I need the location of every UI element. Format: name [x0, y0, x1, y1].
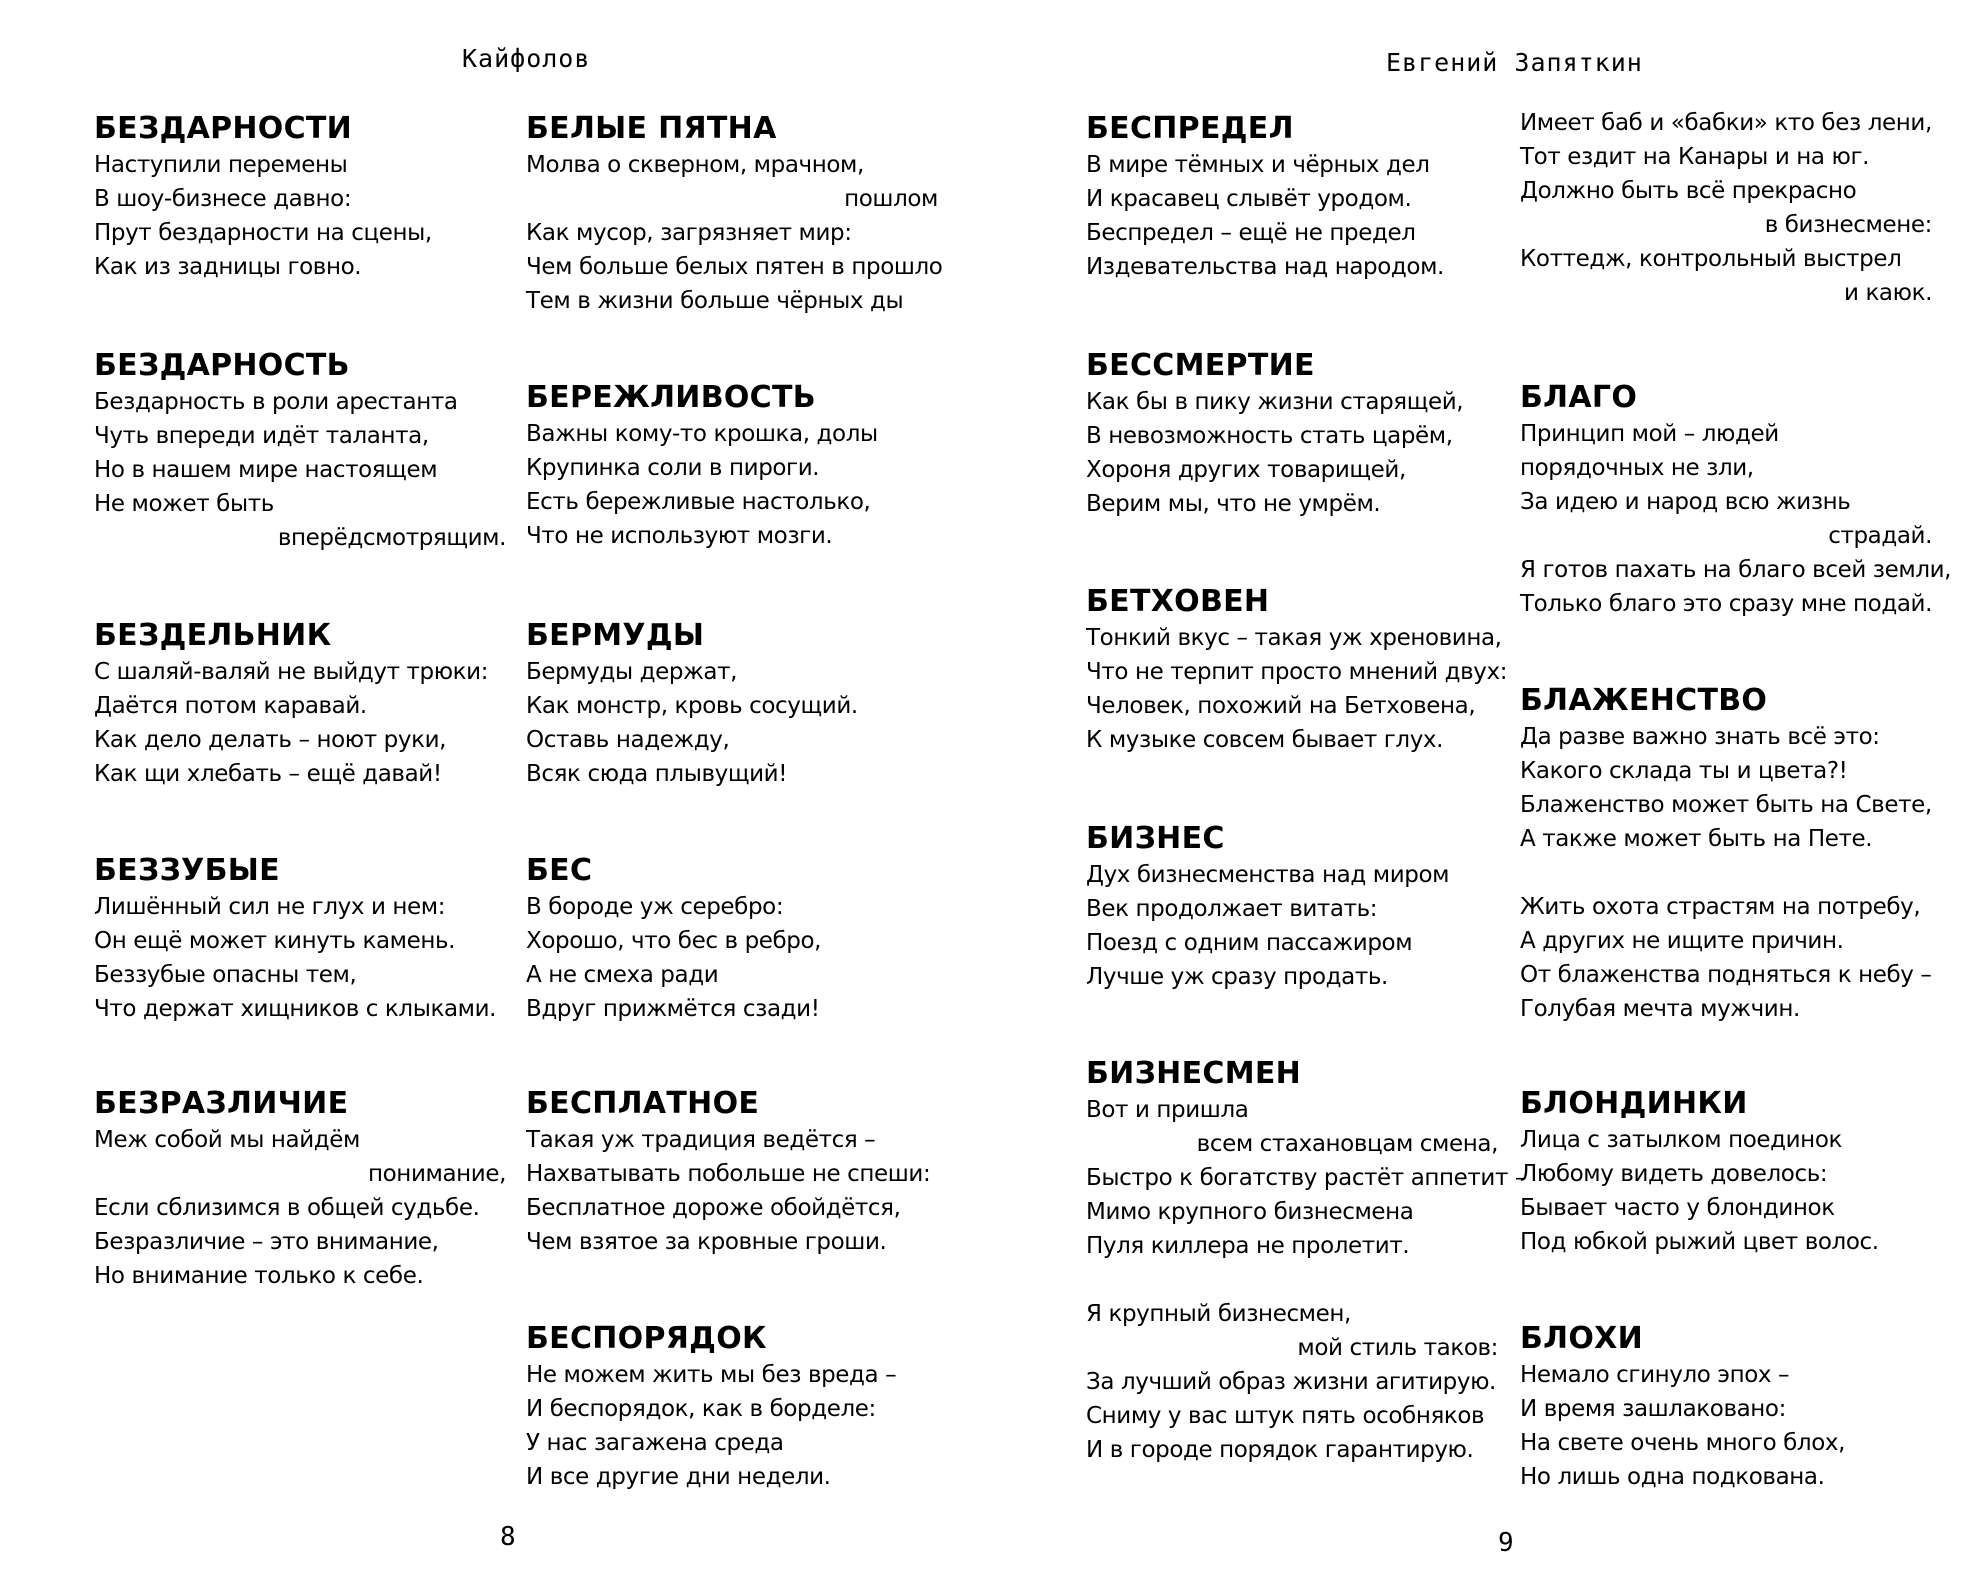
poem-line: Тот ездит на Канары и на юг.: [1520, 144, 1870, 170]
poem-line: Такая уж традиция ведётся –: [526, 1127, 876, 1153]
poem-line: Лучше уж сразу продать.: [1086, 964, 1388, 990]
poem-line: Как монстр, кровь сосущий.: [526, 693, 858, 719]
poem-line: Есть бережливые настолько,: [526, 489, 871, 515]
poem-line: Важны кому-то крошка, долы: [526, 421, 878, 447]
poem-line: всем стахановцам смена,: [1196, 1131, 1498, 1157]
poem-text: [1086, 621, 1508, 757]
poem-text: [1520, 720, 1932, 1026]
entry-title: БЕСПЛАТНОЕ: [526, 1086, 760, 1121]
poem-text: [526, 1123, 938, 1259]
poem-line: Голубая мечта мужчин.: [1520, 996, 1800, 1022]
poem-line: За лучший образ жизни агитирую.: [1086, 1369, 1496, 1395]
poem-line: и каюк.: [1843, 280, 1932, 306]
poem-line: От блаженства подняться к небу –: [1520, 962, 1932, 988]
entry-title: БЕЗДАРНОСТЬ: [94, 348, 350, 383]
poem-line: Что не терпит просто мнений двух:: [1086, 659, 1508, 685]
entry-title: БЕСПРЕДЕЛ: [1086, 111, 1294, 146]
entry-title: БИЗНЕС: [1086, 821, 1225, 856]
poem-line: А других не ищите причин.: [1520, 928, 1844, 954]
poem-line: Как из задницы говно.: [94, 254, 362, 280]
poem-line: Лишённый сил не глух и нем:: [94, 894, 446, 920]
entry-title: БИЗНЕСМЕН: [1086, 1056, 1302, 1091]
poem-line: Беззубые опасны тем,: [94, 962, 357, 988]
poem-line: Что не используют мозги.: [526, 523, 833, 549]
poem-line: Как бы в пику жизни старящей,: [1086, 389, 1464, 415]
poem-text: [526, 1358, 938, 1494]
entry-blazhenstvo: [1520, 682, 1932, 1026]
poem-line: За идею и народ всю жизнь: [1520, 489, 1851, 515]
poem-line: И красавец слывёт уродом.: [1086, 186, 1412, 212]
poem-line: Не можем жить мы без вреда –: [526, 1362, 897, 1388]
entry-title: БЕЛЫЕ ПЯТНА: [526, 111, 777, 146]
poem-line: Но внимание только к себе.: [94, 1263, 424, 1289]
entry-title: БЕСПОРЯДОК: [526, 1321, 767, 1356]
entry-blohi: [1520, 1320, 1932, 1494]
poem-text: [1520, 1358, 1932, 1494]
entry-bessmertie: [1086, 347, 1498, 521]
stanza-break: [1086, 1263, 1498, 1297]
poem-line: Что держат хищников с клыками.: [94, 996, 497, 1022]
entry-title: БЕРЕЖЛИВОСТЬ: [526, 380, 816, 415]
entry-bes: [526, 852, 938, 1026]
poem-line: в бизнесмене:: [1764, 212, 1932, 238]
poem-line: Верим мы, что не умрём.: [1086, 491, 1381, 517]
entry-blago: [1520, 379, 1952, 621]
entry-title: БЕЗРАЗЛИЧИЕ: [94, 1086, 349, 1121]
poem-line: На свете очень много блох,: [1520, 1430, 1846, 1456]
poem-line: С шаляй-валяй не выйдут трюки:: [94, 659, 489, 685]
poem-line: Но лишь одна подкована.: [1520, 1464, 1825, 1490]
poem-line: В мире тёмных и чёрных дел: [1086, 152, 1430, 178]
entry-bezzubye: [94, 852, 506, 1026]
poem-line: Жить охота страстям на потребу,: [1520, 894, 1921, 920]
entry-bezdarnost: [94, 347, 506, 555]
poem-line: Крупинка соли в пироги.: [526, 455, 820, 481]
poem-line: У нас загажена среда: [526, 1430, 784, 1456]
poem-line: Нахватывать побольше не спеши:: [526, 1161, 931, 1187]
entry-bezrazlichie: [94, 1085, 506, 1293]
poem-line: Молва о скверном, мрачном,: [526, 152, 864, 178]
entry-title: БЕРМУДЫ: [526, 618, 705, 653]
poem-line: Беспредел – ещё не предел: [1086, 220, 1416, 246]
entry-biznesmen-cont: [1520, 106, 1932, 310]
poem-line: Как мусор, загрязняет мир:: [526, 220, 852, 246]
poem-line: Я готов пахать на благо всей земли,: [1520, 557, 1952, 583]
poem-text: [526, 148, 943, 318]
poem-line: Дух бизнесменства над миром: [1086, 862, 1450, 888]
poem-text: [1086, 148, 1498, 284]
entry-title: БЕС: [526, 853, 593, 888]
poem-line: В невозможность стать царём,: [1086, 423, 1453, 449]
poem-line: Чем больше белых пятен в прошло: [526, 254, 943, 280]
poem-line: Хорошо, что бес в ребро,: [526, 928, 822, 954]
poem-text: [1520, 106, 1932, 310]
poem-line: И в городе порядок гарантирую.: [1086, 1437, 1474, 1463]
poem-line: Бермуды держат,: [526, 659, 738, 685]
entry-title: БЛАГО: [1520, 380, 1638, 415]
poem-text: [1520, 417, 1952, 621]
poem-line: Пуля киллера не пролетит.: [1086, 1233, 1410, 1259]
poem-line: Оставь надежду,: [526, 727, 730, 753]
poem-line: А не смеха ради: [526, 962, 719, 988]
right-page-number: 9: [1498, 1528, 1514, 1558]
poem-line: И все другие дни недели.: [526, 1464, 831, 1490]
entry-title: БЕЗЗУБЫЕ: [94, 853, 280, 888]
poem-line: Наступили перемены: [94, 152, 348, 178]
entry-title: БЕССМЕРТИЕ: [1086, 348, 1315, 383]
poem-text: [94, 655, 506, 791]
poem-line: Меж собой мы найдём: [94, 1127, 360, 1153]
entry-biznes: [1086, 820, 1498, 994]
poem-line: Он ещё может кинуть камень.: [94, 928, 456, 954]
entry-blondinki: [1520, 1085, 1932, 1259]
poem-line: Хороня других товарищей,: [1086, 457, 1406, 483]
entry-besplatnoe: [526, 1085, 938, 1259]
poem-line: И беспорядок, как в борделе:: [526, 1396, 876, 1422]
poem-line: Чуть впереди идёт таланта,: [94, 423, 429, 449]
poem-line: Как щи хлебать – ещё давай!: [94, 761, 442, 787]
poem-line: Чем взятое за кровные гроши.: [526, 1229, 887, 1255]
poem-line: Вот и пришла: [1086, 1097, 1249, 1123]
poem-line: Вдруг прижмётся сзади!: [526, 996, 820, 1022]
poem-line: мой стиль таков:: [1297, 1335, 1498, 1361]
poem-line: Только благо это сразу мне подай.: [1520, 591, 1933, 617]
poem-line: страдай.: [1828, 523, 1932, 549]
poem-line: Поезд с одним пассажиром: [1086, 930, 1413, 956]
poem-text: [1086, 385, 1498, 521]
poem-text: [1086, 1093, 1526, 1467]
poem-line: Тем в жизни больше чёрных ды: [526, 288, 904, 314]
poem-line: В шоу-бизнесе давно:: [94, 186, 352, 212]
poem-line: А также может быть на Пете.: [1520, 826, 1873, 852]
poem-line: Немало сгинуло эпох –: [1520, 1362, 1790, 1388]
poem-line: Я крупный бизнесмен,: [1086, 1301, 1351, 1327]
poem-line: Должно быть всё прекрасно: [1520, 178, 1857, 204]
poem-line: Даётся потом каравай.: [94, 693, 367, 719]
poem-text: [94, 385, 506, 555]
poem-line: Не может быть: [94, 491, 274, 517]
poem-line: В бороде уж серебро:: [526, 894, 784, 920]
entry-title: БЕЗДАРНОСТИ: [94, 111, 353, 146]
entry-title: БЕЗДЕЛЬНИК: [94, 618, 332, 653]
poem-line: Бездарность в роли арестанта: [94, 389, 458, 415]
poem-line: Имеет баб и «бабки» кто без лени,: [1520, 110, 1932, 136]
entry-belye-pyatna: [526, 110, 943, 318]
entry-bezdelnik: [94, 617, 506, 791]
poem-line: Быстро к богатству растёт аппетит –: [1086, 1165, 1526, 1191]
entry-title: БЕТХОВЕН: [1086, 584, 1270, 619]
poem-line: Да разве важно знать всё это:: [1520, 724, 1880, 750]
poem-line: Мимо крупного бизнесмена: [1086, 1199, 1414, 1225]
poem-line: Прут бездарности на сцены,: [94, 220, 432, 246]
poem-text: [526, 890, 938, 1026]
poem-line: Любому видеть довелось:: [1520, 1161, 1828, 1187]
entry-bermudy: [526, 617, 938, 791]
poem-line: К музыке совсем бывает глух.: [1086, 727, 1444, 753]
poem-line: Издевательства над народом.: [1086, 254, 1444, 280]
poem-line: Если сблизимся в общей судьбе.: [94, 1195, 480, 1221]
poem-line: Всяк сюда плывущий!: [526, 761, 788, 787]
poem-line: Коттедж, контрольный выстрел: [1520, 246, 1902, 272]
poem-text: [94, 890, 506, 1026]
left-page-number: 8: [500, 1522, 516, 1552]
stanza-break: [1520, 856, 1932, 890]
entry-title: БЛОХИ: [1520, 1321, 1644, 1356]
entry-bespredel: [1086, 110, 1498, 284]
poem-line: Как дело делать – ноют руки,: [94, 727, 447, 753]
entry-title: БЛАЖЕНСТВО: [1520, 683, 1768, 718]
poem-text: [94, 148, 506, 284]
poem-line: Бесплатное дороже обойдётся,: [526, 1195, 901, 1221]
poem-line: И время зашлаковано:: [1520, 1396, 1786, 1422]
poem-text: [526, 655, 938, 791]
left-running-header: Кайфолов: [462, 44, 591, 73]
poem-line: порядочных не зли,: [1520, 455, 1754, 481]
poem-line: Какого склада ты и цвета?!: [1520, 758, 1848, 784]
poem-line: Безразличие – это внимание,: [94, 1229, 439, 1255]
poem-text: [1520, 1123, 1932, 1259]
right-running-header: Евгений Запяткин: [1386, 48, 1643, 77]
poem-text: [94, 1123, 506, 1293]
poem-line: Но в нашем мире настоящем: [94, 457, 438, 483]
entry-bezdarnosti: [94, 110, 506, 284]
poem-line: Бывает часто у блондинок: [1520, 1195, 1835, 1221]
poem-text: [526, 417, 938, 553]
poem-line: понимание,: [368, 1161, 506, 1187]
poem-text: [1086, 858, 1498, 994]
poem-line: вперёдсмотрящим.: [277, 525, 506, 551]
poem-line: Человек, похожий на Бетховена,: [1086, 693, 1476, 719]
poem-line: Век продолжает витать:: [1086, 896, 1378, 922]
poem-line: Лица с затылком поединок: [1520, 1127, 1842, 1153]
poem-line: Тонкий вкус – такая уж хреновина,: [1086, 625, 1502, 651]
poem-line: Сниму у вас штук пять особняков: [1086, 1403, 1485, 1429]
entry-bethoven: [1086, 583, 1508, 757]
poem-line: Блаженство может быть на Свете,: [1520, 792, 1932, 818]
entry-title: БЛОНДИНКИ: [1520, 1086, 1748, 1121]
entry-berezhlivost: [526, 379, 938, 553]
entry-besporyadok: [526, 1320, 938, 1494]
poem-line: Принцип мой – людей: [1520, 421, 1779, 447]
poem-line: пошлом: [844, 186, 938, 212]
poem-line: Под юбкой рыжий цвет волос.: [1520, 1229, 1879, 1255]
entry-biznesmen: [1086, 1055, 1526, 1467]
